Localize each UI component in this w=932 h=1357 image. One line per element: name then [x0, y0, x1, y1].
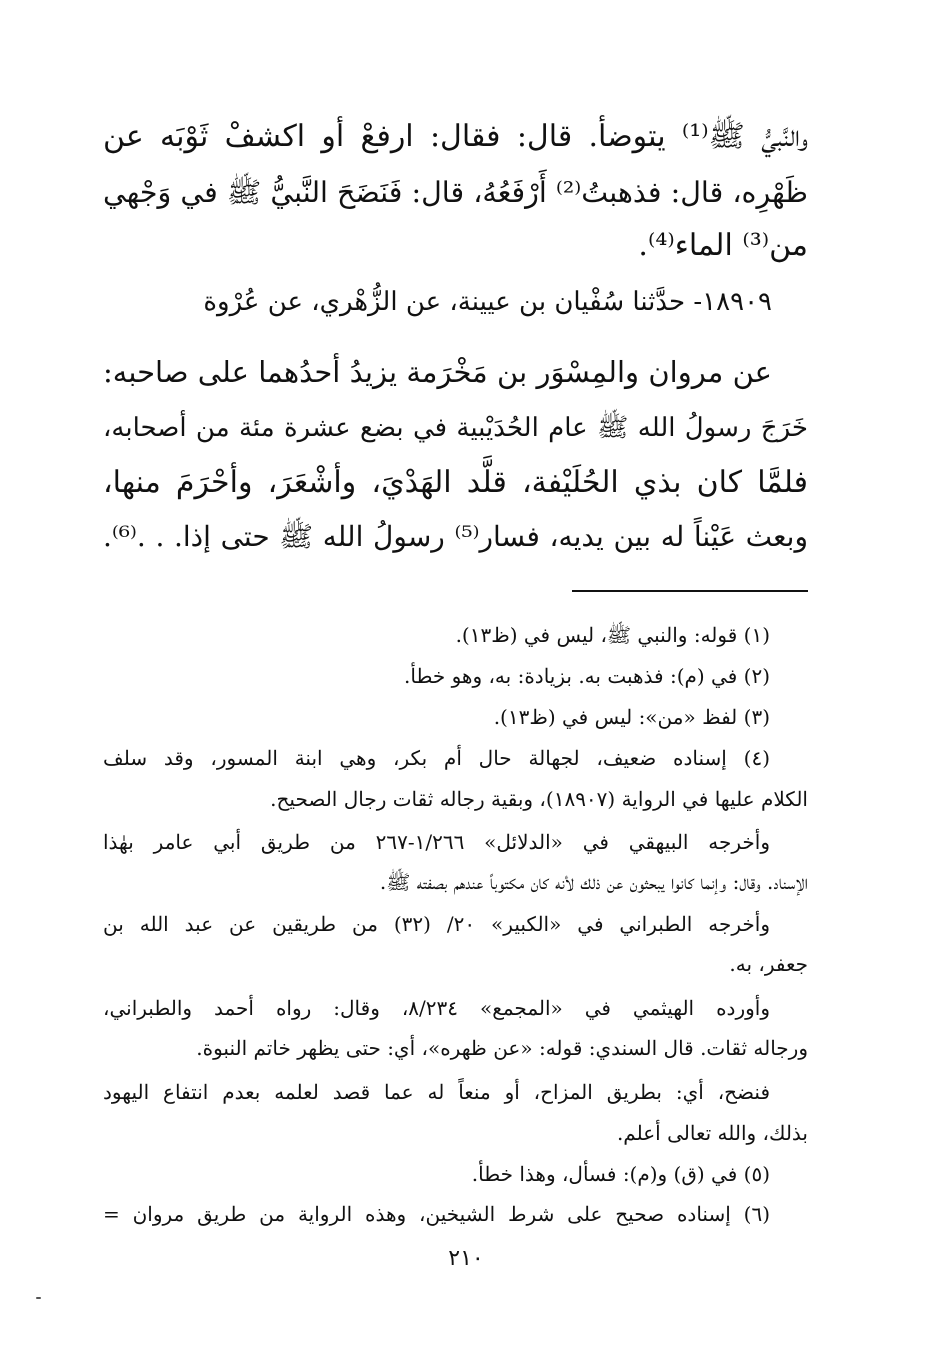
- main-text-line-2: ظَهْرِه، قال: فذهبتُ⁽²⁾ أَرْفَعُهُ، قال: فَنَضَحَ النَّبيُّ ﷺ في وَجْهي: [103, 176, 808, 209]
- footnote-4-line-9: فنضح، أي: بطريق المزاح، أو منعاً له عما قصد لعلمه بعدم انتفاع اليهود: [103, 1080, 770, 1104]
- hadith-text-line-2: خَرَجَ رسولُ الله ﷺ عام الحُدَيْبية في بضع عشرة مئة من أصحابه،: [103, 413, 808, 443]
- hadith-header: ١٨٩٠٩- حدَّثنا سُفْيان بن عيينة، عن الزُّهْري، عن عُرْوة: [203, 287, 772, 317]
- footnote-4-line-1: (٤) إسناده ضعيف، لجهالة حال أم بكر، وهي ابنة المسور، وقد سلف: [103, 746, 770, 770]
- hadith-text-line-4: وبعث عَيْناً له بين يديه، فسار⁽⁵⁾ رسولُ الله ﷺ حتى إذا. . .⁽⁶⁾.: [103, 520, 808, 553]
- footnote-3: (٣) لفظ «من»: ليس في (ظ١٣).: [493, 705, 770, 729]
- footnote-2: (٢) في (م): فذهبت به. بزيادة: به، وهو خطأ.: [404, 664, 770, 688]
- footnote-5: (٥) في (ق) و(م): فسأل، وهذا خطأ.: [471, 1162, 770, 1186]
- footnote-4-line-8: ورجاله ثقات. قال السندي: قوله: «عن ظهره»، أي: حتى يظهر خاتم النبوة.: [196, 1036, 808, 1060]
- main-text-line-3: من⁽³⁾ الماء⁽⁴⁾.: [638, 228, 808, 263]
- main-text-line-1: والنَّبيُّ ﷺ⁽¹⁾ يتوضأ. قال: فقال: ارفعْ أو اكشفْ ثَوْبَه عن: [103, 119, 809, 154]
- footnote-6: (٦) إسناده صحيح على شرط الشيخين، وهذه الرواية من طريق مروان =: [103, 1202, 770, 1226]
- hadith-text-line-3: فلمَّا كان بذي الحُلَيْفة، قلَّد الهَدْيَ، وأشْعَرَ، وأحْرَمَ منها،: [103, 465, 808, 500]
- footnote-4-line-5: وأخرجه الطبراني في «الكبير» ٢٠/ (٣٢) من طريقين عن عبد الله بن: [103, 912, 770, 936]
- footnote-4-line-7: وأورده الهيثمي في «المجمع» ٨/٢٣٤، وقال: رواه أحمد والطبراني،: [103, 996, 770, 1020]
- footnote-4-line-3: وأخرجه البيهقي في «الدلائل» ١/٢٦٦-٢٦٧ من طريق أبي عامر بهٰذا: [103, 830, 770, 854]
- footnote-4-line-4: الإسناد. وقال: وإنما كانوا يبحثون عن ذلك لأنه كان مكتوباً عندهم بصفته ﷺ.: [379, 870, 808, 894]
- footnote-4-line-10: بذلك، والله تعالى أعلم.: [616, 1121, 808, 1145]
- footnote-4-line-2: الكلام عليها في الرواية (١٨٩٠٧)، وبقية رجاله ثقات رجال الصحيح.: [270, 787, 808, 811]
- hadith-text-line-1: عن مروان والمِسْوَر بن مَخْرَمة يزيدُ أحدُهما على صاحبه:: [103, 355, 772, 389]
- footnote-separator: [572, 590, 808, 592]
- footnote-4-line-6: جعفر، به.: [729, 952, 808, 976]
- footnote-1: (١) قوله: والنبي ﷺ، ليس في (ظ١٣).: [455, 623, 770, 647]
- page-number: ٢١٠: [448, 1246, 484, 1271]
- scan-speck: [36, 1297, 41, 1299]
